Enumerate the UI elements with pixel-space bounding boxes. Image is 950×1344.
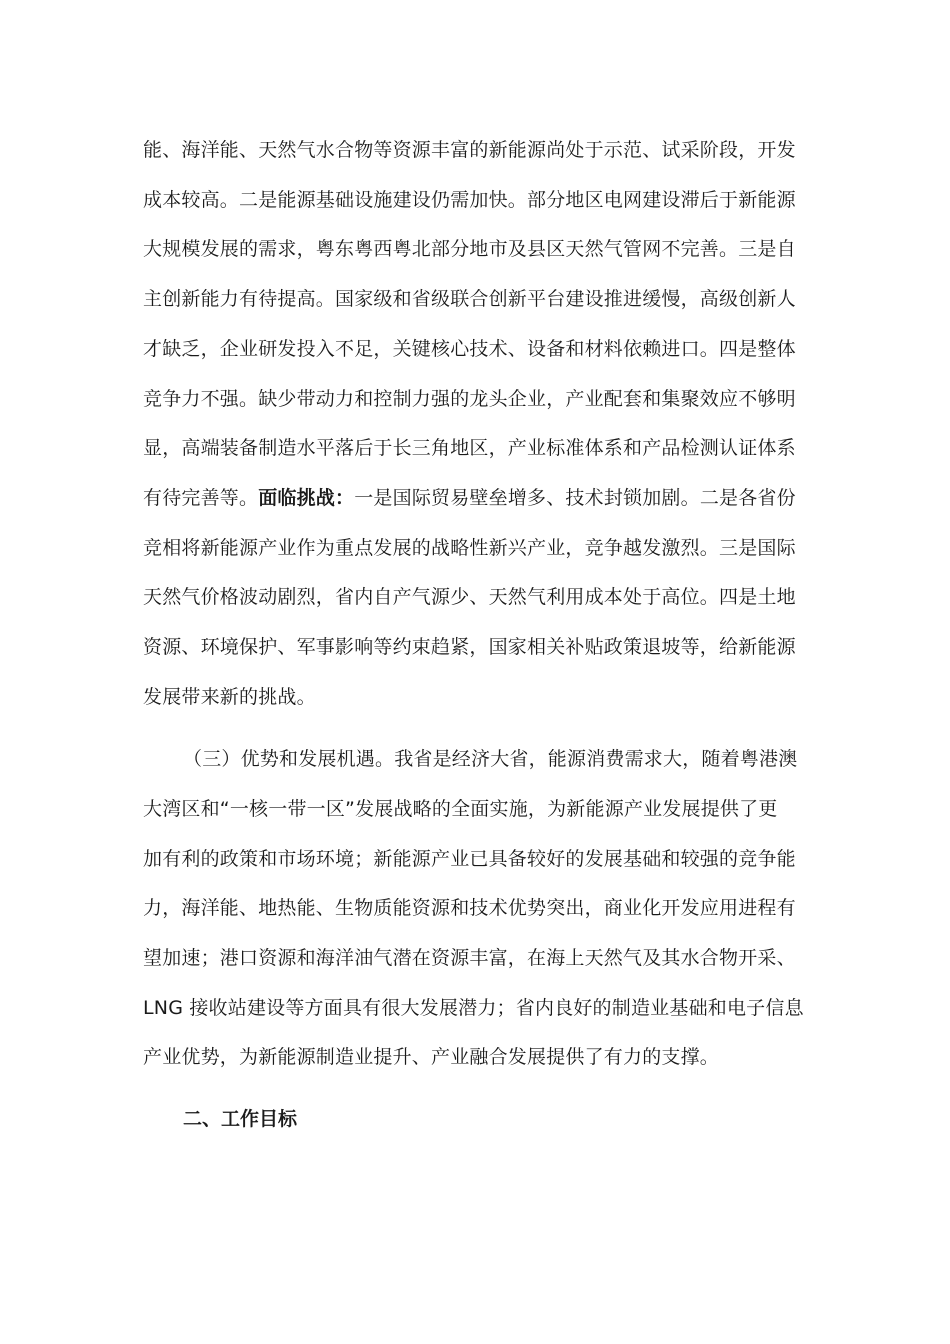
text-line: 加有利的政策和市场环境；新能源产业已具备较好的发展基础和较强的竞争能 [143,848,796,870]
text-line: LNG 接收站建设等方面具有很大发展潜力；省内良好的制造业基础和电子信息 [143,997,804,1019]
section-heading: 二、工作目标 [183,1108,298,1130]
text-line: 发展带来新的挑战。 [143,686,316,708]
text-line: 能、海洋能、天然气水合物等资源丰富的新能源尚处于示范、试采阶段，开发 [143,139,796,161]
text-line: 力，海洋能、地热能、生物质能资源和技术优势突出，商业化开发应用进程有 [143,897,796,919]
text-line: 大规模发展的需求，粤东粤西粤北部分地市及县区天然气管网不完善。三是自 [143,238,796,260]
text-line: （三）优势和发展机遇。我省是经济大省，能源消费需求大，随着粤港澳 [183,748,798,770]
bold-label-challenges: 面临挑战： [258,487,355,509]
text-segment: 一是国际贸易壁垒增多、技术封锁加剧。二是各省份 [354,487,796,509]
text-segment: 有待完善等。 [143,487,259,509]
text-line: 成本较高。二是能源基础设施建设仍需加快。部分地区电网建设滞后于新能源 [143,189,796,211]
text-line: 天然气价格波动剧烈，省内自产气源少、天然气利用成本处于高位。四是土地 [143,586,796,608]
text-line: 大湾区和“一核一带一区”发展战略的全面实施，为新能源产业发展提供了更 [143,798,778,820]
text-line: 产业优势，为新能源制造业提升、产业融合发展提供了有力的支撑。 [143,1046,720,1068]
text-line: 竞争力不强。缺少带动力和控制力强的龙头企业，产业配套和集聚效应不够明 [143,388,796,410]
text-line: 才缺乏，企业研发投入不足，关键核心技术、设备和材料依赖进口。四是整体 [143,338,796,360]
text-line: 望加速；港口资源和海洋油气潜在资源丰富，在海上天然气及其水合物开采、 [143,947,796,969]
text-line: 显，高端装备制造水平落后于长三角地区，产业标准体系和产品检测认证体系 [143,437,796,459]
text-line: 主创新能力有待提高。国家级和省级联合创新平台建设推进缓慢，高级创新人 [143,288,796,310]
text-line: 竞相将新能源产业作为重点发展的战略性新兴产业，竞争越发激烈。三是国际 [143,537,796,559]
text-line: 资源、环境保护、军事影响等约束趋紧，国家相关补贴政策退坡等，给新能源 [143,636,796,658]
text-line-with-bold [143,485,796,511]
